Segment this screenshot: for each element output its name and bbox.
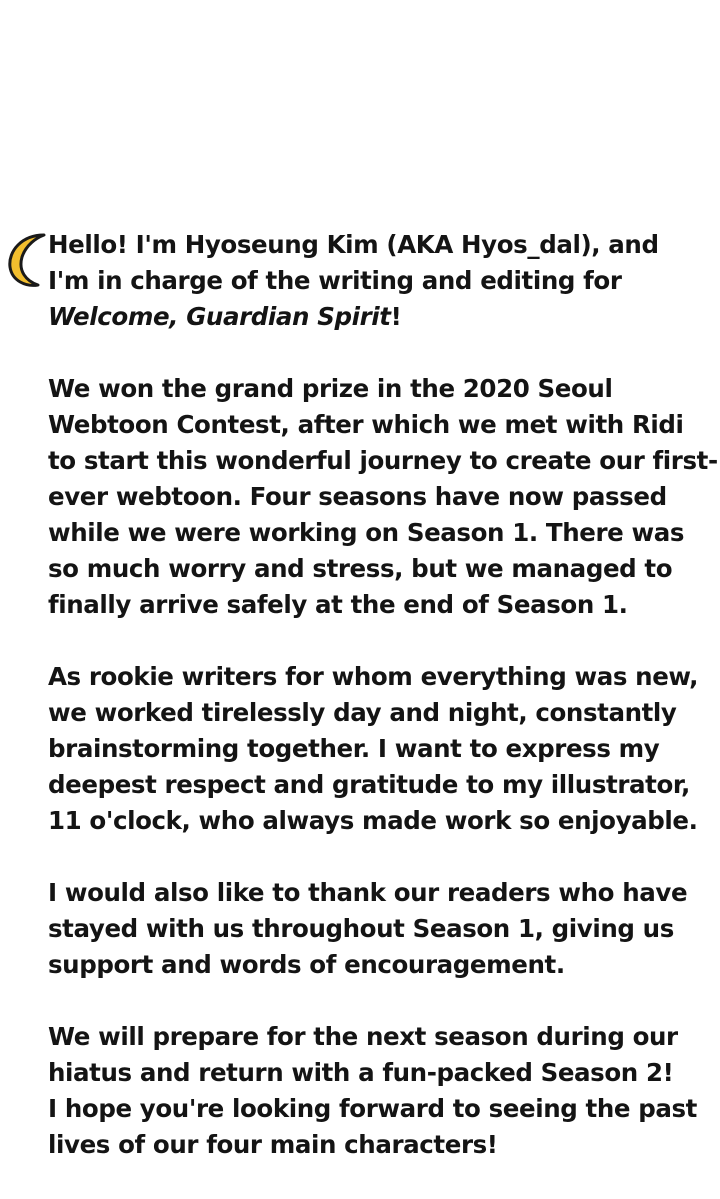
text-line: finally arrive safely at the end of Season 1. [48,590,628,619]
text-line: lives of our four main characters! [48,1130,498,1159]
text-line: ever webtoon. Four seasons have now passed [48,482,667,511]
title-suffix: ! [390,302,402,331]
webtoon-title: Welcome, Guardian Spirit [48,302,391,331]
text-line: so much worry and stress, but we managed to [48,554,673,583]
paragraph-next-season [48,1019,720,1163]
text-line: hiatus and return with a fun-packed Season 2! [48,1058,674,1087]
paragraph-readers [48,875,720,983]
author-note [48,227,720,1199]
text-line: I would also like to thank our readers who have [48,878,688,907]
paragraph-gratitude [48,659,720,839]
paragraph-contest [48,371,720,623]
text-line: We will prepare for the next season during our [48,1022,678,1051]
text-line: stayed with us throughout Season 1, giving us [48,914,674,943]
text-line: Hello! I'm Hyoseung Kim (AKA Hyos_dal), and [48,230,659,259]
crescent-moon-icon [4,229,50,289]
text-line: I'm in charge of the writing and editing for [48,266,622,295]
text-line: As rookie writers for whom everything was new, [48,662,698,691]
text-line: while we were working on Season 1. There was [48,518,685,547]
text-line: I hope you're looking forward to seeing the past [48,1094,697,1123]
text-line: 11 o'clock, who always made work so enjoyable. [48,806,698,835]
text-line [48,299,720,335]
text-line: Webtoon Contest, after which we met with Ridi [48,410,684,439]
paragraph-intro [48,227,720,335]
text-line: support and words of encouragement. [48,950,565,979]
text-line: deepest respect and gratitude to my illustrator, [48,770,690,799]
text-line: brainstorming together. I want to express my [48,734,660,763]
text-line: We won the grand prize in the 2020 Seoul [48,374,613,403]
text-line: we worked tirelessly day and night, constantly [48,698,677,727]
text-line: to start this wonderful journey to create our first- [48,446,718,475]
